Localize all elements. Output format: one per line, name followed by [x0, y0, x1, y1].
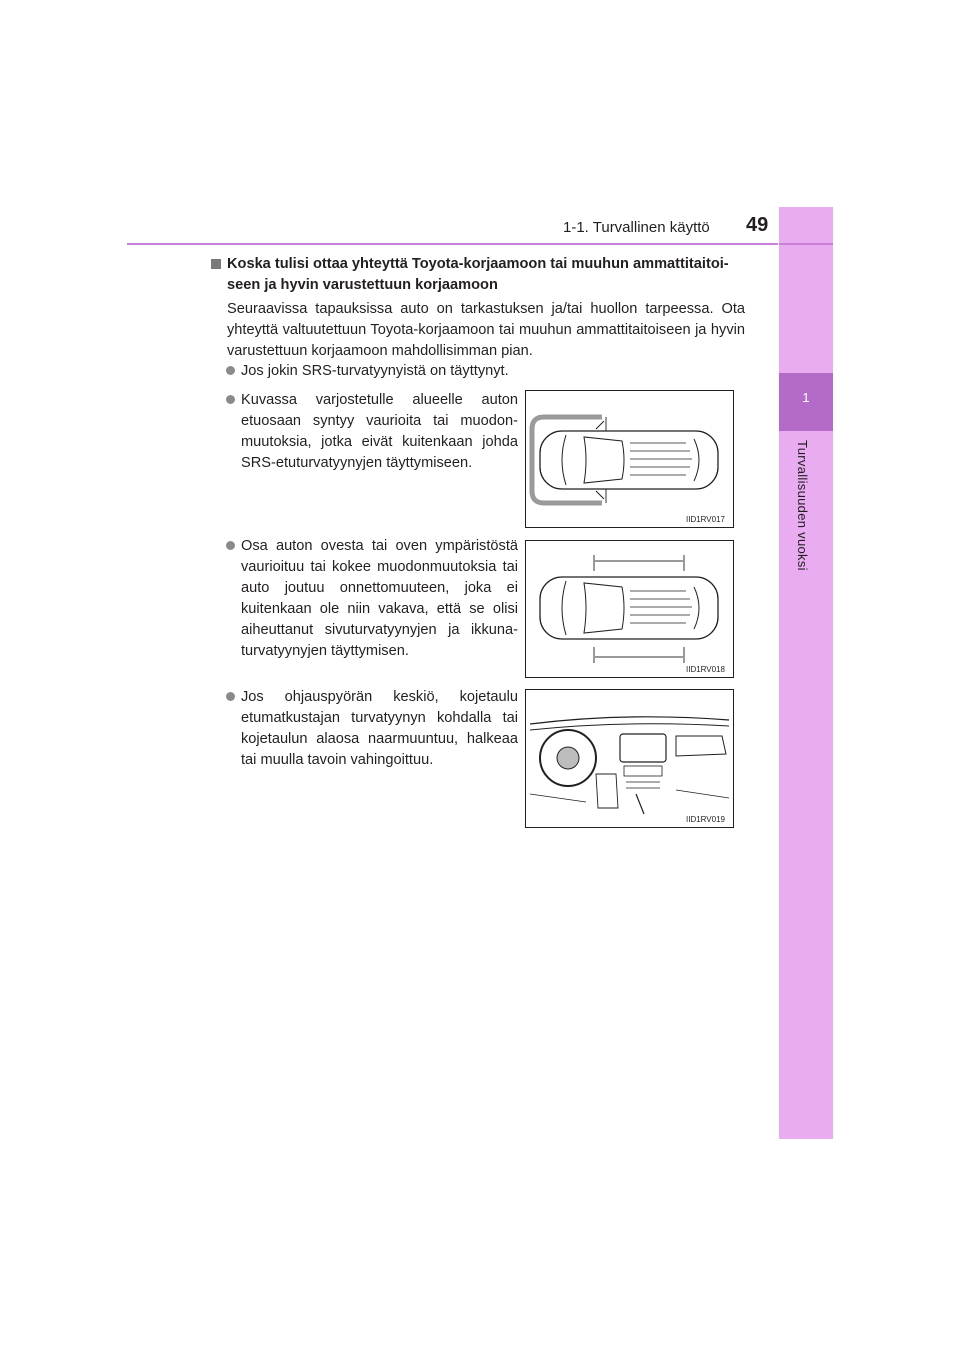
list-item: [226, 390, 518, 474]
list-item-text: Kuvassa varjostetulle alueelle auton etuosaan syntyy vaurioita tai muodon-muutoksia, jotka eivät kuitenkaan johda SRS-etuturvatyynyjen täyttymiseen.: [241, 392, 518, 471]
bullet-dot-icon: [226, 395, 235, 404]
section-header-title: 1-1. Turvallinen käyttö: [563, 219, 710, 236]
figure-code: IID1RV018: [686, 665, 725, 674]
square-bullet-icon: [211, 259, 221, 269]
car-top-front-illustration: [526, 391, 733, 527]
list-item: [226, 361, 746, 382]
bullet-dot-icon: [226, 366, 235, 375]
figure-code: IID1RV019: [686, 815, 725, 824]
car-top-door-illustration: [526, 541, 733, 677]
figure-code: IID1RV017: [686, 515, 725, 524]
list-item-text: Osa auton ovesta tai oven ympäristöstä vaurioituu tai kokee muodonmuutoksia tai auto joutuu onnettomuuteen, joka ei kuitenkaan ole niin vakava, että se olisi aiheuttanut sivuturvatyynyjen ja ikkuna-turvatyynyjen täyttymisen.: [241, 538, 518, 659]
intro-paragraph: Seuraavissa tapauksissa auto on tarkastuksen ja/tai huollon tarpeessa. Ota yhteyttä valtuutettuun Toyota-korjaamoon tai muuhun ammattitaitoiseen ja hyvin varustettuun korjaamoon mahdollisimman pian.: [227, 301, 745, 359]
chapter-number: 1: [802, 390, 810, 405]
chapter-title: Turvallisuuden vuoksi: [795, 440, 810, 571]
figure-front-zone: [525, 390, 734, 528]
list-item: [226, 687, 518, 771]
section-heading-text: Koska tulisi ottaa yhteyttä Toyota-korjaamoon tai muuhun ammattitaitoi-seen ja hyvin varustettuun korjaamoon: [227, 256, 729, 293]
list-item-text: Jos ohjauspyörän keskiö, kojetaulu etumatkustajan turvatyynyn kohdalla tai kojetaulun alaosa naarmuuntuu, halkeaa tai muulla tavoin vahingoittuu.: [241, 689, 518, 768]
figure-dashboard: [525, 689, 734, 828]
section-heading: [211, 254, 756, 296]
header-rule: [127, 243, 778, 245]
figure-door-zone: [525, 540, 734, 678]
bullet-dot-icon: [226, 692, 235, 701]
bullet-dot-icon: [226, 541, 235, 550]
dashboard-illustration: [526, 690, 733, 827]
list-item-text: Jos jokin SRS-turvatyynyistä on täyttynyt.: [241, 363, 509, 379]
page-number: 49: [746, 214, 769, 236]
list-item: [226, 536, 518, 662]
side-tab: [779, 207, 833, 1139]
side-tab-rule: [779, 243, 833, 245]
